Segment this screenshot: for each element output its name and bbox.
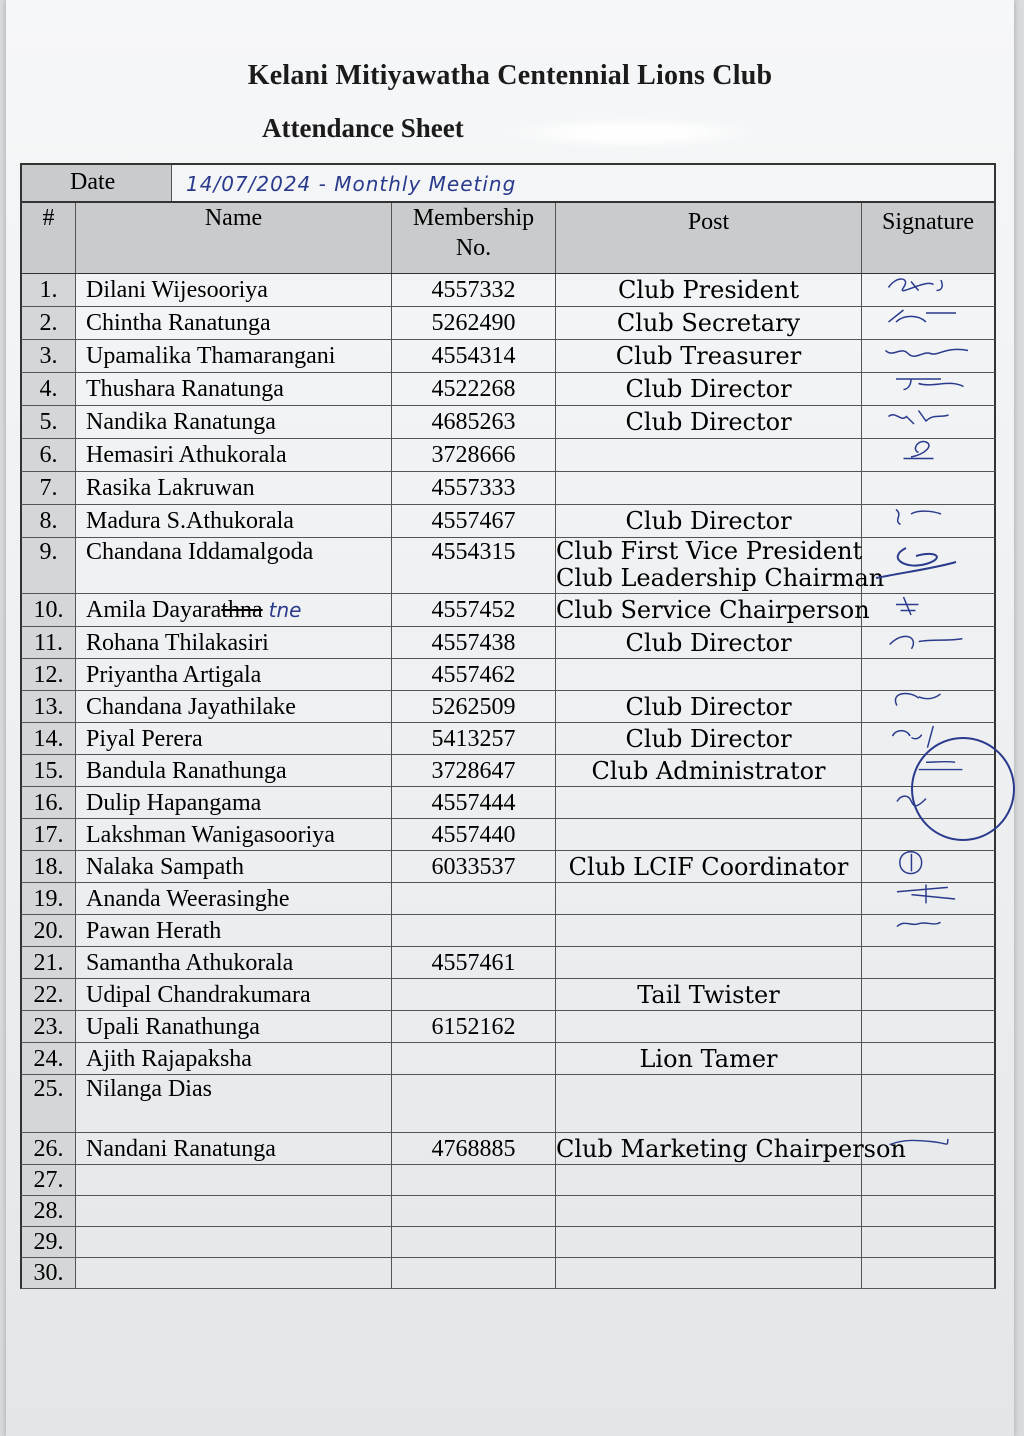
post — [556, 659, 862, 690]
member-name: Hemasiri Athukorala — [76, 439, 392, 471]
handwritten-signature — [866, 691, 986, 723]
member-name: Amila Dayarathna tne — [76, 594, 392, 626]
membership-number: 4522268 — [392, 373, 556, 405]
erased-text-smudge — [511, 118, 751, 148]
row-number: 2. — [22, 307, 76, 339]
table-row — [20, 787, 996, 819]
row-number: 4. — [22, 373, 76, 405]
table-row — [20, 851, 996, 883]
membership-number: 4557467 — [392, 505, 556, 537]
membership-number: 4557462 — [392, 659, 556, 690]
circle-mark — [911, 737, 1015, 841]
signature-cell — [862, 274, 994, 306]
membership-number: 4554314 — [392, 340, 556, 372]
post — [556, 1011, 862, 1042]
member-name: Dulip Hapangama — [76, 787, 392, 818]
row-number: 27. — [22, 1165, 76, 1195]
signature-cell — [862, 307, 994, 339]
member-name: Samantha Athukorala — [76, 947, 392, 978]
attendance-sheet-paper — [6, 0, 1014, 1436]
signature-cell — [862, 505, 994, 537]
member-name: Chandana Jayathilake — [76, 691, 392, 722]
post-line: Club Administrator — [591, 757, 826, 785]
signature-cell — [862, 1227, 994, 1257]
signature-cell — [862, 915, 994, 946]
row-number: 18. — [22, 851, 76, 882]
handwritten-signature — [866, 307, 986, 340]
post-line: Tail Twister — [637, 981, 780, 1009]
member-name: Upali Ranathunga — [76, 1011, 392, 1042]
membership-number: 5413257 — [392, 723, 556, 754]
table-row — [20, 472, 996, 505]
signature-cell — [862, 1196, 994, 1226]
post — [556, 787, 862, 818]
post — [556, 755, 862, 786]
post — [556, 691, 862, 722]
header-number: # — [22, 203, 76, 273]
handwritten-signature — [866, 627, 986, 659]
handwritten-signature — [866, 851, 986, 883]
table-row — [20, 1075, 996, 1133]
post — [556, 274, 862, 306]
table-row — [20, 1133, 996, 1165]
membership-number: 4557452 — [392, 594, 556, 626]
post-line: Club Director — [625, 693, 792, 721]
member-name: Udipal Chandrakumara — [76, 979, 392, 1010]
signature-cell — [862, 883, 994, 914]
signature-cell — [862, 1043, 994, 1074]
member-name: Dilani Wijesooriya — [76, 274, 392, 306]
membership-number: 6152162 — [392, 1011, 556, 1042]
table-row — [20, 1196, 996, 1227]
member-name: Nilanga Dias — [76, 1075, 392, 1132]
post — [556, 439, 862, 471]
table-row — [20, 1165, 996, 1196]
member-name: Nalaka Sampath — [76, 851, 392, 882]
table-row — [20, 505, 996, 538]
post-line: Club Marketing Chairperson — [556, 1135, 906, 1163]
row-number: 10. — [22, 594, 76, 626]
membership-number — [392, 1043, 556, 1074]
membership-number: 4685263 — [392, 406, 556, 438]
handwritten-signature — [866, 883, 986, 915]
row-number: 26. — [22, 1133, 76, 1164]
member-name — [76, 1196, 392, 1226]
post-line: Club Director — [625, 507, 792, 535]
signature-cell — [862, 1165, 994, 1195]
membership-number — [392, 915, 556, 946]
attendance-table — [20, 163, 996, 1289]
row-number: 5. — [22, 406, 76, 438]
table-row — [20, 406, 996, 439]
row-number: 14. — [22, 723, 76, 754]
table-row — [20, 373, 996, 406]
signature-cell — [862, 1258, 994, 1288]
post — [556, 340, 862, 372]
signature-cell — [862, 627, 994, 658]
signature-cell — [862, 340, 994, 372]
post — [556, 1196, 862, 1226]
post-line: Club Secretary — [616, 309, 801, 337]
membership-number: 4557333 — [392, 472, 556, 504]
club-title: Kelani Mitiyawatha Centennial Lions Club — [247, 60, 773, 91]
table-row — [20, 755, 996, 787]
membership-number — [392, 883, 556, 914]
row-number: 13. — [22, 691, 76, 722]
signature-cell — [862, 373, 994, 405]
row-number: 11. — [22, 627, 76, 658]
post — [556, 1227, 862, 1257]
handwritten-signature — [866, 340, 986, 373]
handwritten-signature — [866, 1133, 986, 1165]
table-row — [20, 340, 996, 373]
membership-number — [392, 1196, 556, 1226]
membership-number: 4554315 — [392, 538, 556, 593]
signature-cell — [862, 1075, 994, 1132]
date-value: 14/07/2024 - Monthly Meeting — [186, 172, 517, 196]
post — [556, 819, 862, 850]
row-number: 8. — [22, 505, 76, 537]
membership-number: 4557332 — [392, 274, 556, 306]
post — [556, 627, 862, 658]
date-label: Date — [22, 165, 172, 201]
membership-number: 4557444 — [392, 787, 556, 818]
signature-cell — [862, 979, 994, 1010]
row-number: 17. — [22, 819, 76, 850]
row-number: 22. — [22, 979, 76, 1010]
post — [556, 1043, 862, 1074]
membership-number: 5262490 — [392, 307, 556, 339]
post — [556, 1075, 862, 1132]
member-name: Piyal Perera — [76, 723, 392, 754]
member-name: Thushara Ranatunga — [76, 373, 392, 405]
member-name: Nandika Ranatunga — [76, 406, 392, 438]
member-name: Priyantha Artigala — [76, 659, 392, 690]
member-name — [76, 1227, 392, 1257]
post-line: Club President — [618, 276, 799, 304]
handwritten-signature — [866, 406, 986, 439]
post — [556, 1258, 862, 1288]
signature-cell — [862, 691, 994, 722]
signature-cell — [862, 1133, 994, 1164]
member-name: Bandula Ranathunga — [76, 755, 392, 786]
row-number: 9. — [22, 538, 76, 593]
table-row — [20, 659, 996, 691]
signature-cell — [862, 659, 994, 690]
member-name: Rasika Lakruwan — [76, 472, 392, 504]
post — [556, 505, 862, 537]
member-name: Upamalika Thamarangani — [76, 340, 392, 372]
row-number: 16. — [22, 787, 76, 818]
row-number: 6. — [22, 439, 76, 471]
row-number: 25. — [22, 1075, 76, 1132]
table-row — [20, 439, 996, 472]
row-number: 29. — [22, 1227, 76, 1257]
table-row — [20, 1043, 996, 1075]
row-number: 1. — [22, 274, 76, 306]
post — [556, 883, 862, 914]
member-name: Chintha Ranatunga — [76, 307, 392, 339]
post-line: Club Director — [625, 629, 792, 657]
table-row — [20, 594, 996, 627]
row-number: 21. — [22, 947, 76, 978]
membership-number: 3728666 — [392, 439, 556, 471]
table-row — [20, 627, 996, 659]
post-line: Club First Vice President — [556, 537, 863, 565]
row-number: 7. — [22, 472, 76, 504]
signature-cell — [862, 439, 994, 471]
membership-number: 4768885 — [392, 1133, 556, 1164]
row-number: 24. — [22, 1043, 76, 1074]
header-signature: Signature — [882, 209, 974, 235]
row-number: 20. — [22, 915, 76, 946]
table-row — [20, 274, 996, 307]
membership-number: 4557461 — [392, 947, 556, 978]
post — [556, 406, 862, 438]
post-line: Club Director — [625, 408, 792, 436]
row-number: 12. — [22, 659, 76, 690]
member-name: Ajith Rajapaksha — [76, 1043, 392, 1074]
membership-number: 5262509 — [392, 691, 556, 722]
row-number: 15. — [22, 755, 76, 786]
sheet-subtitle: Attendance Sheet — [262, 113, 464, 143]
post — [556, 1165, 862, 1195]
signature-cell — [862, 472, 994, 504]
membership-number: 4557440 — [392, 819, 556, 850]
membership-number — [392, 1258, 556, 1288]
handwritten-signature — [866, 594, 986, 627]
post-line: Club Service Chairperson — [556, 596, 870, 624]
post — [556, 915, 862, 946]
post — [556, 1133, 906, 1164]
table-body — [20, 274, 996, 1289]
member-name: Lakshman Wanigasooriya — [76, 819, 392, 850]
member-name: Pawan Herath — [76, 915, 392, 946]
post — [556, 594, 870, 626]
signature-cell — [862, 594, 994, 626]
member-name: Rohana Thilakasiri — [76, 627, 392, 658]
handwritten-signature — [866, 915, 986, 947]
post — [556, 373, 862, 405]
post-line-2: Club Leadership Chairman — [556, 564, 885, 592]
post — [556, 723, 862, 754]
membership-number — [392, 1075, 556, 1132]
membership-number — [392, 1165, 556, 1195]
handwritten-signature — [866, 373, 986, 406]
handwritten-signature — [866, 505, 986, 538]
row-number: 28. — [22, 1196, 76, 1226]
post — [556, 537, 885, 593]
member-name: Chandana Iddamalgoda — [76, 538, 392, 593]
member-name: Madura S.Athukorala — [76, 505, 392, 537]
post — [556, 947, 862, 978]
membership-number: 4557438 — [392, 627, 556, 658]
membership-number — [392, 979, 556, 1010]
table-row — [20, 538, 996, 594]
handwritten-signature — [866, 439, 986, 472]
signature-cell — [862, 538, 994, 593]
member-name — [76, 1165, 392, 1195]
post-line: Club Treasurer — [615, 342, 802, 370]
handwritten-signature — [866, 538, 986, 582]
post-line: Club LCIF Coordinator — [568, 853, 849, 881]
name-correction: tne — [268, 598, 302, 622]
table-row — [20, 979, 996, 1011]
table-row — [20, 307, 996, 340]
table-header — [20, 201, 996, 274]
table-row — [20, 723, 996, 755]
table-row — [20, 947, 996, 979]
table-row — [20, 915, 996, 947]
header-membership: Membership No. — [392, 203, 556, 273]
row-number: 3. — [22, 340, 76, 372]
post-line: Club Director — [625, 725, 792, 753]
row-number: 23. — [22, 1011, 76, 1042]
signature-cell — [862, 947, 994, 978]
header-name: Name — [76, 203, 392, 273]
row-number: 30. — [22, 1258, 76, 1288]
post — [556, 472, 862, 504]
post — [556, 307, 862, 339]
handwritten-signature — [866, 274, 986, 307]
membership-number — [392, 1227, 556, 1257]
table-row — [20, 1258, 996, 1289]
table-row — [20, 1011, 996, 1043]
table-row — [20, 819, 996, 851]
row-number: 19. — [22, 883, 76, 914]
post — [556, 979, 862, 1010]
membership-number: 3728647 — [392, 755, 556, 786]
date-row — [20, 163, 996, 201]
member-name: Nandani Ranatunga — [76, 1133, 392, 1164]
table-row — [20, 883, 996, 915]
member-name — [76, 1258, 392, 1288]
signature-cell — [862, 851, 994, 882]
post — [556, 851, 862, 882]
header-post: Post — [556, 203, 862, 273]
table-row — [20, 691, 996, 723]
signature-cell — [862, 1011, 994, 1042]
member-name: Ananda Weerasinghe — [76, 883, 392, 914]
membership-number: 6033537 — [392, 851, 556, 882]
table-row — [20, 1227, 996, 1258]
post-line: Club Director — [625, 375, 792, 403]
post-line: Lion Tamer — [639, 1045, 778, 1073]
signature-cell — [862, 406, 994, 438]
